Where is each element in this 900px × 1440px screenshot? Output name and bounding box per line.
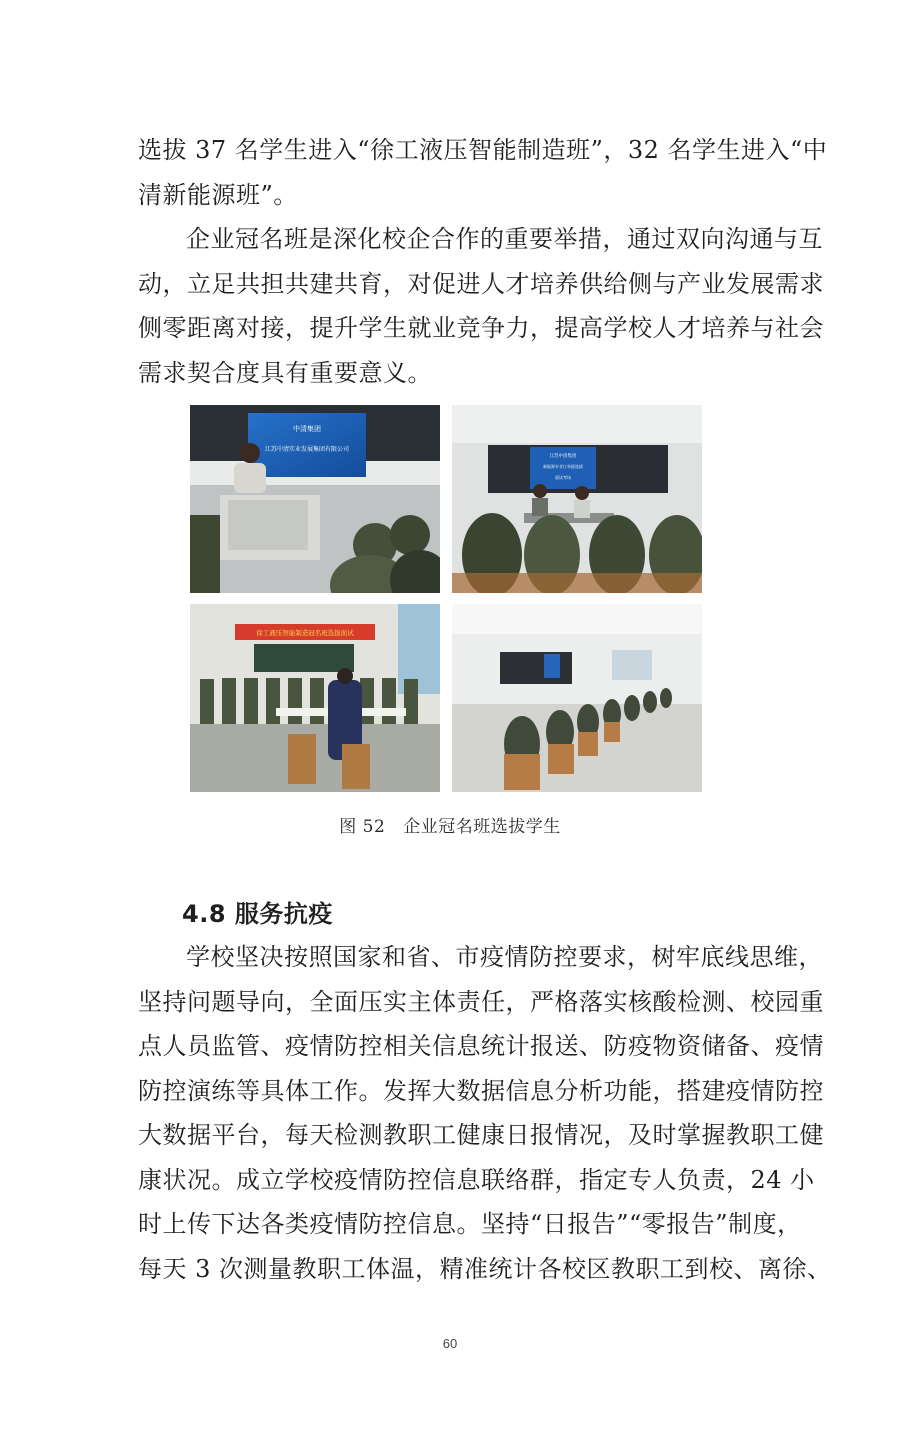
text-line: 点人员监管、疫情防控相关信息统计报送、防疫物资储备、疫情 [138,1032,824,1060]
banner-text: 徐工液压智能制造冠名班选拔面试 [256,629,354,637]
text-line: 企业冠名班是深化校企合作的重要举措，通过双向沟通与互 [186,225,823,253]
text-line: 防控演练等具体工作。发挥大数据信息分析功能，搭建疫情防控 [138,1076,824,1105]
text-line: 康状况。成立学校疫情防控信息联络群，指定专人负责，24 小 [138,1165,815,1194]
figure-caption [0,812,900,837]
photo-presentation [190,405,440,593]
text-line: 侧零距离对接，提升学生就业竞争力，提高学校人才培养与社会 [138,314,824,342]
text-line: 坚持问题导向，全面压实主体责任，严格落实核酸检测、校园重 [138,987,824,1016]
photo-banner-group [190,604,440,792]
section-heading: 4.8 服务抗疫 [182,900,333,928]
photo-interview-room [452,405,702,593]
figure-title: 企业冠名班选拔学生 [403,817,561,837]
text-line: 大数据平台，每天检测教职工健康日报情况，及时掌握教职工健 [138,1121,824,1149]
text-line: 时上传下达各类疫情防控信息。坚持“日报告”“零报告”制度， [138,1210,802,1238]
text-line: 需求契合度具有重要意义。 [138,358,432,387]
figure-number: 图 52 [339,817,386,837]
text-line: 动，立足共担共建共育，对促进人才培养供给侧与产业发展需求 [138,269,824,298]
page-number: 60 [442,1336,458,1351]
paragraph-guanming [138,217,824,395]
text-line: 学校坚决按照国家和省、市疫情防控要求，树牢底线思维， [186,943,823,971]
screen-line: 江苏中清集团 [549,454,577,459]
text-line: 清新能源班”。 [138,180,298,209]
screen-text: 江苏中清实业发展集团有限公司 [264,446,350,453]
photo-classroom-rows [452,604,702,792]
section-body [138,935,832,1291]
screen-line: 面试考场 [555,475,571,480]
text-line: 选拔 37 名学生进入“徐工液压智能制造班”，32 名学生进入“中 [138,136,828,164]
screen-line: 新能源专业订单班选拔 [543,464,583,469]
text-line: 每天 3 次测量教职工体温，精准统计各校区教职工到校、离徐、 [138,1254,832,1283]
screen-logo: 中清集团 [293,425,321,433]
paragraph-continued [138,128,828,217]
